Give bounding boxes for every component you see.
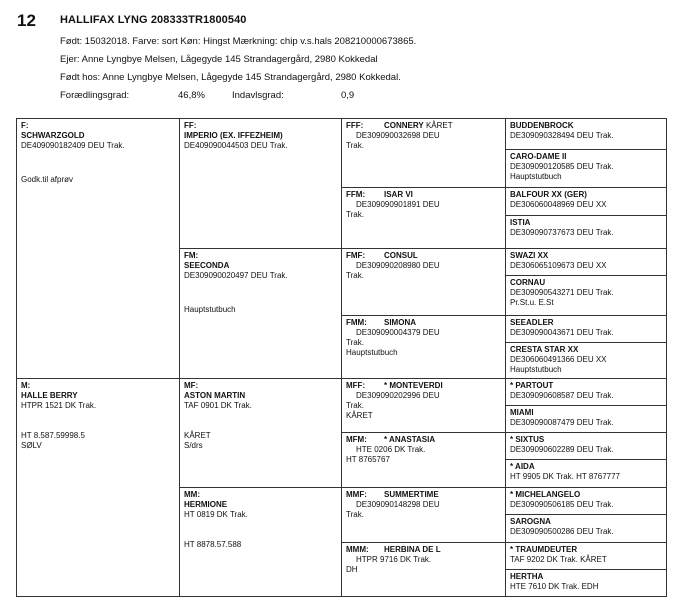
g4-name-4: ISTIA [510, 218, 531, 227]
fmm-note: Hauptstutbuch [346, 348, 398, 357]
g4-name-15: * TRAUMDEUTER [510, 545, 578, 554]
g4-reg-3: DE306060048969 DEU XX [510, 200, 607, 209]
mm-note: HT 8878.57.588 [184, 540, 242, 549]
fm-note: Hauptstutbuch [184, 305, 236, 314]
g4-note-2: Hauptstutbuch [510, 172, 562, 181]
g4-cell-6 [505, 275, 667, 316]
g4-name-16: HERTHA [510, 572, 544, 581]
mmm-name: HERBINA DE L [384, 545, 441, 554]
breeder-info: Født hos: Anne Lyngbye Melsen, Lågegyde 145 Strandagergård, 2980 Kokkedal. [60, 72, 401, 83]
mmf-name: SUMMERTIME [384, 490, 439, 499]
g4-cell-11 [505, 432, 667, 460]
sire-label: F: [21, 121, 29, 130]
mmf-cell [341, 487, 506, 543]
dam-reg: HTPR 1521 DK Trak. [21, 401, 97, 410]
mff-note: KÅRET [346, 411, 373, 420]
pedigree-table [16, 118, 667, 597]
sire-reg: DE409090182409 DEU Trak. [21, 141, 125, 150]
fm-name: SEECONDA [184, 261, 230, 270]
sire-cell [16, 118, 180, 379]
g4-name-9: * PARTOUT [510, 381, 554, 390]
g4-reg-9: DE309090608587 DEU Trak. [510, 391, 614, 400]
owner-info: Ejer: Anne Lyngbye Melsen, Lågegyde 145 Strandagergård, 2980 Kokkedal [60, 54, 378, 65]
mff-cell [341, 378, 506, 433]
fm-cell [179, 248, 342, 379]
g4-reg-6: DE309090543271 DEU Trak. [510, 288, 614, 297]
fmm-reg-2: Trak. [346, 338, 364, 347]
sire-name: SCHWARZGOLD [21, 131, 85, 140]
fmf-reg: DE309090208980 DEU [356, 261, 440, 270]
mm-name: HERMIONE [184, 500, 228, 509]
ffm-name: ISAR VI [384, 190, 413, 199]
g4-name-7: SEEADLER [510, 318, 554, 327]
g4-cell-2 [505, 149, 667, 188]
mff-name: * MONTEVERDI [384, 381, 443, 390]
g4-reg-4: DE309090737673 DEU Trak. [510, 228, 614, 237]
mmm-reg-2: DH [346, 565, 358, 574]
dam-label: M: [21, 381, 31, 390]
g4-cell-14 [505, 514, 667, 543]
g4-name-12: * AIDA [510, 462, 535, 471]
entry-number: 12 [17, 11, 36, 30]
g4-name-11: * SIXTUS [510, 435, 545, 444]
fff-extra: KÅRET [425, 121, 453, 130]
mf-label: MF: [184, 381, 199, 390]
fmf-name: CONSUL [384, 251, 418, 260]
ffm-label: FFM: [346, 190, 366, 199]
horse-title: HALLIFAX LYNG 208333TR1800540 [60, 14, 247, 26]
g4-note-6: Pr.St.u. E.St [510, 298, 554, 307]
fmm-cell [341, 315, 506, 379]
ffm-reg: DE309090901891 DEU [356, 200, 440, 209]
g4-cell-13 [505, 487, 667, 515]
g4-reg-11: DE309090602289 DEU Trak. [510, 445, 614, 454]
g4-cell-9 [505, 378, 667, 406]
dam-cell [16, 378, 180, 597]
fmm-label: FMM: [346, 318, 367, 327]
g4-cell-7 [505, 315, 667, 343]
g4-cell-15 [505, 542, 667, 570]
g4-cell-16 [505, 569, 667, 597]
mff-reg-2: Trak. [346, 401, 364, 410]
g4-name-1: BUDDENBROCK [510, 121, 574, 130]
dam-note-2: SØLV [21, 441, 42, 450]
mf-reg: TAF 0901 DK Trak. [184, 401, 252, 410]
g4-reg-8: DE306060491366 DEU XX [510, 355, 607, 364]
mm-label: MM: [184, 490, 200, 499]
mf-note-2: S/drs [184, 441, 203, 450]
g4-name-2: CARO-DAME II [510, 152, 567, 161]
inbreeding-value: 0,9 [341, 90, 355, 101]
fmm-reg: DE309090004379 DEU [356, 328, 440, 337]
fmm-name: SIMONA [384, 318, 416, 327]
breeding-grade-label: Forædlingsgrad: [60, 90, 130, 101]
ffm-reg-2: Trak. [346, 210, 364, 219]
g4-name-5: SWAZI XX [510, 251, 549, 260]
mfm-label: MFM: [346, 435, 367, 444]
mfm-reg-2: HT 8765767 [346, 455, 390, 464]
g4-reg-13: DE309090506185 DEU Trak. [510, 500, 614, 509]
g4-reg-7: DE309090043671 DEU Trak. [510, 328, 614, 337]
g4-reg-10: DE309090087479 DEU Trak. [510, 418, 614, 427]
g4-cell-3 [505, 187, 667, 216]
dam-note: HT 8.587.59998.5 [21, 431, 85, 440]
breeding-grade-value: 46,8% [178, 90, 205, 101]
fff-label: FFF: [346, 121, 364, 130]
g4-cell-4 [505, 215, 667, 249]
mmm-reg: HTPR 9716 DK Trak. [356, 555, 432, 564]
fmf-reg-2: Trak. [346, 271, 364, 280]
sire-note: Godk.til afprøv [21, 175, 74, 184]
g4-cell-5 [505, 248, 667, 276]
fm-reg: DE309090020497 DEU Trak. [184, 271, 288, 280]
mff-label: MFF: [346, 381, 366, 390]
ff-cell [179, 118, 342, 249]
g4-name-10: MIAMI [510, 408, 534, 417]
ff-reg: DE409090044503 DEU Trak. [184, 141, 288, 150]
mfm-name: * ANASTASIA [384, 435, 436, 444]
g4-cell-8 [505, 342, 667, 379]
mf-cell [179, 378, 342, 488]
g4-note-8: Hauptstutbuch [510, 365, 562, 374]
g4-cell-1 [505, 118, 667, 150]
mfm-cell [341, 432, 506, 488]
mmf-label: MMF: [346, 490, 367, 499]
g4-reg-12: HT 9905 DK Trak. HT 8767777 [510, 472, 620, 481]
ff-name: IMPERIO (EX. IFFEZHEIM) [184, 131, 283, 140]
g4-reg-1: DE309090328494 DEU Trak. [510, 131, 614, 140]
mmm-cell [341, 542, 506, 597]
g4-name-3: BALFOUR XX (GER) [510, 190, 587, 199]
mff-reg: DE309090202996 DEU [356, 391, 440, 400]
mm-cell [179, 487, 342, 597]
g4-reg-5: DE306065109673 DEU XX [510, 261, 607, 270]
mmf-reg: DE309090148298 DEU [356, 500, 440, 509]
g4-name-8: CRESTA STAR XX [510, 345, 579, 354]
mf-note: KÅRET [184, 431, 211, 440]
birth-info: Født: 15032018. Farve: sort Køn: Hingst Mærkning: chip v.s.hals 208210000673865. [60, 36, 417, 47]
fff-name: CONNERY [384, 121, 424, 130]
mmf-reg-2: Trak. [346, 510, 364, 519]
ff-label: FF: [184, 121, 197, 130]
mm-reg: HT 0819 DK Trak. [184, 510, 248, 519]
inbreeding-label: Indavlsgrad: [232, 90, 284, 101]
dam-name: HALLE BERRY [21, 391, 78, 400]
fff-reg-2: Trak. [346, 141, 364, 150]
fmf-label: FMF: [346, 251, 366, 260]
g4-reg-16: HTE 7610 DK Trak. EDH [510, 582, 599, 591]
g4-name-14: SAROGNA [510, 517, 551, 526]
fmf-cell [341, 248, 506, 316]
g4-reg-14: DE309090500286 DEU Trak. [510, 527, 614, 536]
fm-label: FM: [184, 251, 199, 260]
g4-name-13: * MICHELANGELO [510, 490, 581, 499]
g4-cell-12 [505, 459, 667, 488]
mmm-label: MMM: [346, 545, 369, 554]
g4-reg-15: TAF 9202 DK Trak. KÅRET [510, 555, 607, 564]
g4-cell-10 [505, 405, 667, 433]
fff-reg: DE309090032698 DEU [356, 131, 440, 140]
g4-name-6: CORNAU [510, 278, 546, 287]
mfm-reg: HTE 0206 DK Trak. [356, 445, 426, 454]
ffm-cell [341, 187, 506, 249]
mf-name: ASTON MARTIN [184, 391, 246, 400]
g4-reg-2: DE309090120585 DEU Trak. [510, 162, 614, 171]
fff-cell [341, 118, 506, 188]
